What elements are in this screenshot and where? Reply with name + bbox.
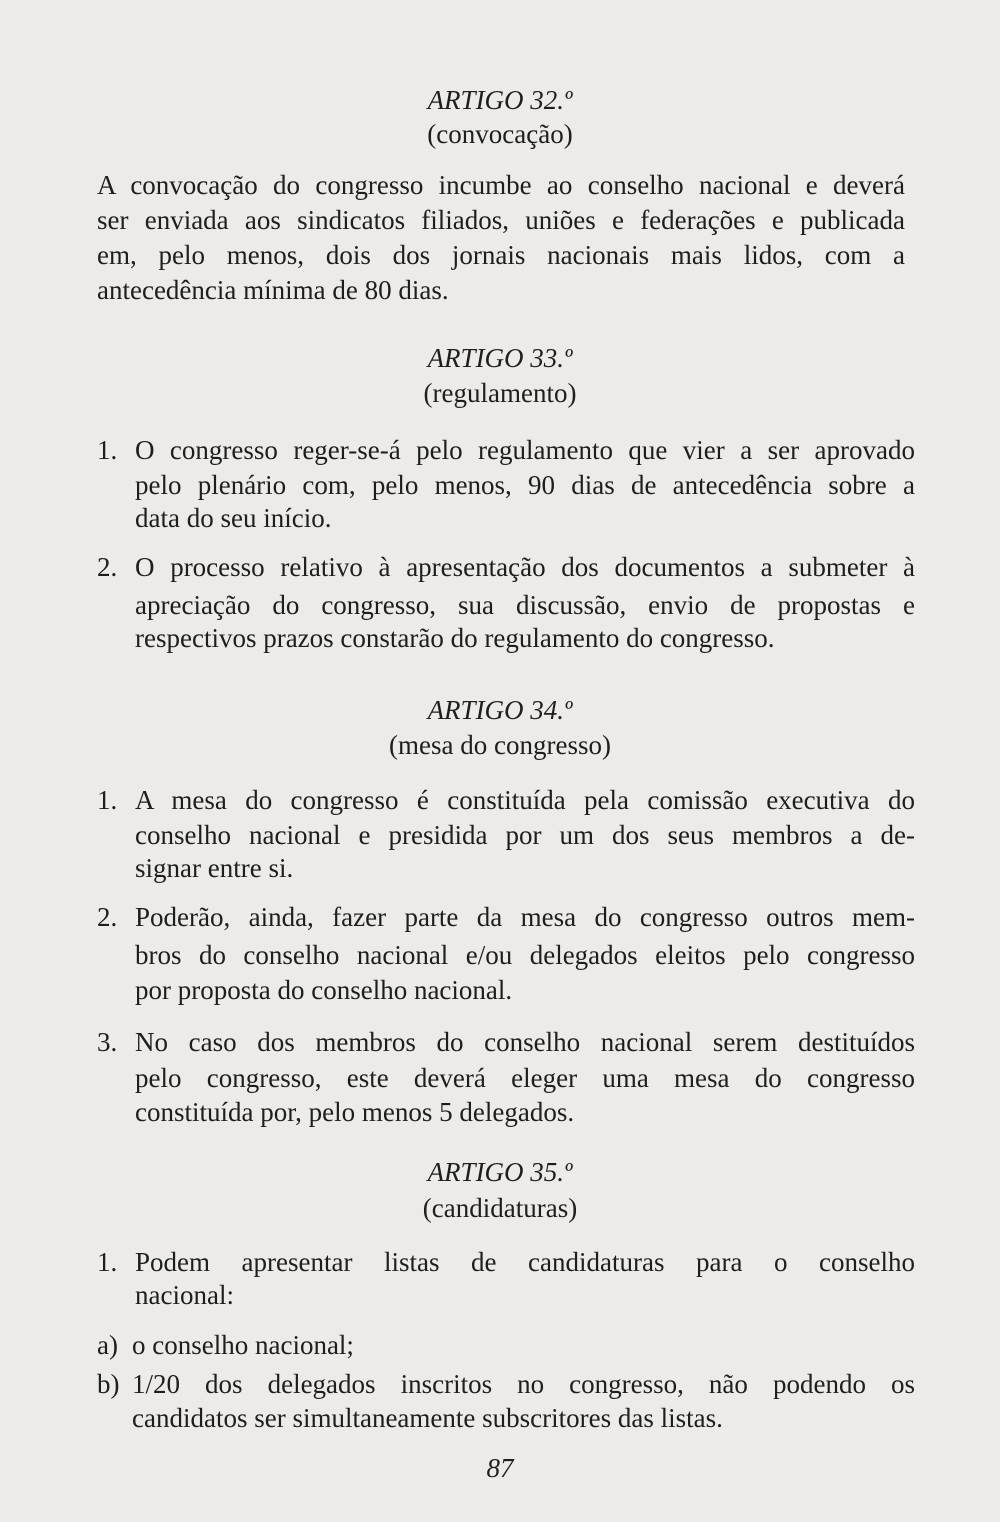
paragraph-line: ser enviada aos sindicatos filiados, uniões e federações e publicada: [97, 205, 905, 235]
item-line: o conselho nacional;: [132, 1330, 354, 1360]
article-subtitle: (mesa do congresso): [389, 730, 611, 760]
item-line: nacional:: [135, 1280, 234, 1310]
item-line: O processo relativo à apresentação dos documentos a submeter à: [135, 552, 915, 582]
article-title: ARTIGO 34.º: [427, 695, 573, 725]
item-number: b): [97, 1369, 120, 1399]
item-line: signar entre si.: [135, 853, 294, 883]
item-line: pelo congresso, este deverá eleger uma mesa do congresso: [135, 1063, 915, 1093]
item-line: data do seu início.: [135, 503, 332, 533]
paragraph-line: antecedência mínima de 80 dias.: [97, 275, 449, 305]
article-title: ARTIGO 32.º: [427, 85, 573, 115]
item-number: 2.: [97, 552, 118, 582]
item-line: 1/20 dos delegados inscritos no congresso, não podendo os: [132, 1369, 915, 1399]
paragraph-line: em, pelo menos, dois dos jornais nacionais mais lidos, com a: [97, 240, 905, 270]
page-number: 87: [486, 1453, 514, 1483]
item-line: bros do conselho nacional e/ou delegados eleitos pelo congresso: [135, 940, 915, 970]
item-number: 1.: [97, 435, 118, 465]
item-line: No caso dos membros do conselho nacional serem destituídos: [135, 1027, 915, 1057]
article-subtitle: (regulamento): [423, 378, 577, 408]
paragraph-line: A convocação do congresso incumbe ao conselho nacional e deverá: [97, 170, 905, 200]
item-line: constituída por, pelo menos 5 delegados.: [135, 1097, 575, 1127]
item-line: A mesa do congresso é constituída pela comissão executiva do: [135, 785, 915, 815]
item-line: Poderão, ainda, fazer parte da mesa do congresso outros mem-: [135, 902, 915, 932]
item-number: a): [97, 1330, 118, 1360]
item-number: 3.: [97, 1027, 118, 1057]
item-line: conselho nacional e presidida por um dos seus membros a de-: [135, 820, 915, 850]
item-line: pelo plenário com, pelo menos, 90 dias de antecedência sobre a: [135, 470, 915, 500]
item-line: apreciação do congresso, sua discussão, envio de propostas e: [135, 590, 915, 620]
item-line: O congresso reger-se-á pelo regulamento que vier a ser aprovado: [135, 435, 915, 465]
item-number: 1.: [97, 785, 118, 815]
article-subtitle: (convocação): [427, 119, 573, 149]
item-line: Podem apresentar listas de candidaturas para o conselho: [135, 1247, 915, 1277]
article-title: ARTIGO 35.º: [427, 1157, 573, 1187]
item-line: por proposta do conselho nacional.: [135, 975, 513, 1005]
item-number: 1.: [97, 1247, 118, 1277]
article-title: ARTIGO 33.º: [427, 343, 573, 373]
item-line: candidatos ser simultaneamente subscritores das listas.: [132, 1403, 723, 1433]
item-line: respectivos prazos constarão do regulamento do congresso.: [135, 623, 775, 653]
article-subtitle: (candidaturas): [422, 1193, 578, 1223]
item-number: 2.: [97, 902, 118, 932]
